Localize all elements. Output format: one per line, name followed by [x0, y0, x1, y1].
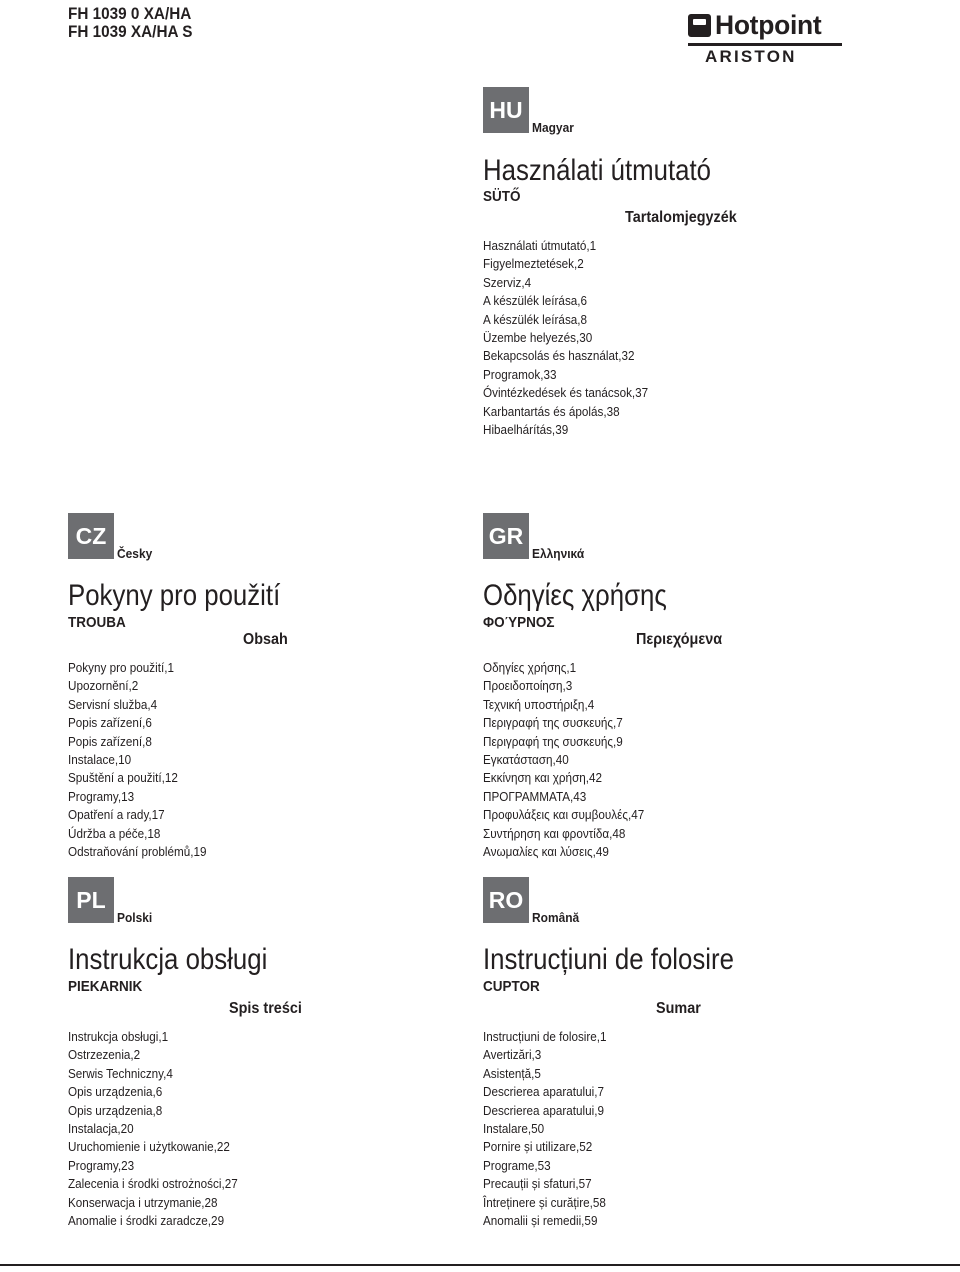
toc-item: Descrierea aparatului,9 — [483, 1102, 604, 1118]
section-subtitle: CUPTOR — [483, 978, 540, 995]
toc-item: Üzembe helyezés,30 — [483, 330, 593, 346]
table-of-contents — [483, 1028, 620, 1230]
model-numbers — [68, 5, 192, 41]
section-gr — [483, 513, 743, 873]
toc-item: ΠΡΟΓΡΑΜΜΑΤΑ,43 — [483, 788, 587, 804]
model-number-1: FH 1039 0 XA/HA — [68, 4, 192, 23]
toc-item: Karbantartás és ápolás,38 — [483, 403, 620, 419]
logo-brand: Hotpoint — [715, 10, 822, 40]
section-title: Instrucțiuni de folosire — [483, 943, 734, 976]
toc-item: A készülék leírása,6 — [483, 293, 588, 309]
toc-item: Asistență,5 — [483, 1065, 541, 1081]
toc-item: Figyelmeztetések,2 — [483, 256, 584, 272]
toc-item: Εγκατάσταση,40 — [483, 752, 569, 768]
language-code-badge: CZ — [68, 513, 114, 559]
section-title: Instrukcja obsługi — [68, 943, 268, 976]
language-name: Ελληνικά — [532, 546, 585, 561]
toc-item: Programy,13 — [68, 788, 135, 804]
toc-item: Περιγραφή της συσκευής,9 — [483, 733, 623, 749]
toc-item: Odstraňování problémů,19 — [68, 844, 207, 860]
language-name: Magyar — [532, 120, 574, 135]
toc-item: Popis zařízení,8 — [68, 733, 152, 749]
toc-item: Hibaelhárítás,39 — [483, 422, 569, 438]
toc-item: Servisní služba,4 — [68, 696, 158, 712]
toc-item: Használati útmutató,1 — [483, 238, 597, 253]
toc-item: Opis urządzenia,8 — [68, 1102, 163, 1118]
toc-item: Popis zařízení,6 — [68, 715, 152, 731]
contents-heading: Περιεχόμενα — [636, 631, 723, 648]
language-code-badge: GR — [483, 513, 529, 559]
toc-item: Spuštění a použití,12 — [68, 770, 178, 786]
language-name: Česky — [117, 546, 153, 561]
toc-item: Szerviz,4 — [483, 274, 532, 290]
contents-heading: Tartalomjegyzék — [625, 209, 737, 226]
hotpoint-ariston-logo — [688, 10, 842, 64]
toc-item: Avertizări,3 — [483, 1047, 542, 1063]
toc-item: Instalacja,20 — [68, 1121, 134, 1137]
toc-item: Εκκίνηση και χρήση,42 — [483, 770, 603, 786]
section-title: Használati útmutató — [483, 154, 712, 187]
toc-item: Opis urządzenia,6 — [68, 1084, 163, 1100]
hotpoint-logo-icon — [688, 14, 711, 37]
toc-item: Ανωμαλίες και λύσεις,49 — [483, 844, 609, 860]
toc-item: Προφυλάξεις και συμβουλές,47 — [483, 807, 645, 823]
table-of-contents — [483, 659, 662, 861]
section-subtitle: PIEKARNIK — [68, 978, 143, 995]
language-name: Română — [532, 910, 580, 925]
toc-item: A készülék leírása,8 — [483, 311, 588, 327]
toc-item: Bekapcsolás és használat,32 — [483, 348, 635, 364]
logo-sub: ARISTON — [705, 47, 797, 66]
toc-item: Instrucțiuni de folosire,1 — [483, 1029, 607, 1044]
toc-item: Instalace,10 — [68, 752, 132, 768]
language-code-badge: HU — [483, 87, 529, 133]
toc-item: Descrierea aparatului,7 — [483, 1084, 604, 1100]
logo-rule — [688, 43, 842, 46]
language-code-badge: PL — [68, 877, 114, 923]
toc-item: Programok,33 — [483, 366, 557, 382]
toc-item: Pokyny pro použití,1 — [68, 660, 175, 675]
section-hu — [483, 87, 743, 447]
toc-item: Anomalii și remedii,59 — [483, 1213, 598, 1229]
toc-item: Óvintézkedések és tanácsok,37 — [483, 385, 649, 401]
toc-item: Konserwacja i utrzymanie,28 — [68, 1194, 218, 1210]
toc-item: Συντήρηση και φροντίδα,48 — [483, 825, 626, 841]
table-of-contents — [483, 237, 667, 439]
toc-item: Instrukcja obsługi,1 — [68, 1029, 169, 1044]
toc-item: Upozornění,2 — [68, 678, 139, 694]
toc-item: Precauții și sfaturi,57 — [483, 1176, 592, 1192]
toc-item: Programe,53 — [483, 1157, 551, 1173]
toc-item: Ostrzezenia,2 — [68, 1047, 141, 1063]
toc-item: Údržba a péče,18 — [68, 825, 161, 841]
toc-item: Uruchomienie i użytkowanie,22 — [68, 1139, 230, 1155]
section-cz — [68, 513, 308, 873]
section-title: Οδηγίες χρήσης — [483, 579, 667, 612]
toc-item: Serwis Techniczny,4 — [68, 1065, 173, 1081]
toc-item: Instalare,50 — [483, 1121, 545, 1137]
section-subtitle: ΦΟΎΡΝΟΣ — [483, 614, 555, 631]
section-ro — [483, 877, 743, 1237]
model-number-2: FH 1039 XA/HA S — [68, 22, 193, 41]
toc-item: Περιγραφή της συσκευής,7 — [483, 715, 623, 731]
contents-heading: Spis treści — [229, 1000, 302, 1017]
toc-item: Anomalie i środki zaradcze,29 — [68, 1213, 225, 1229]
toc-item: Pornire și utilizare,52 — [483, 1139, 593, 1155]
toc-item: Οδηγίες χρήσης,1 — [483, 660, 577, 675]
language-name: Polski — [117, 910, 153, 925]
section-subtitle: SÜTŐ — [483, 188, 521, 205]
toc-item: Τεχνική υποστήριξη,4 — [483, 696, 595, 712]
toc-item: Întreținere și curățire,58 — [483, 1194, 606, 1210]
toc-item: Opatření a rady,17 — [68, 807, 165, 823]
toc-item: Προειδοποίηση,3 — [483, 678, 573, 694]
contents-heading: Sumar — [656, 1000, 701, 1017]
contents-heading: Obsah — [243, 631, 288, 648]
section-pl — [68, 877, 328, 1237]
table-of-contents — [68, 659, 222, 861]
language-code-badge: RO — [483, 877, 529, 923]
bottom-divider — [0, 1264, 960, 1266]
section-title: Pokyny pro použití — [68, 579, 281, 612]
table-of-contents — [68, 1028, 257, 1230]
toc-item: Programy,23 — [68, 1157, 135, 1173]
toc-item: Zalecenia i środki ostrożności,27 — [68, 1176, 238, 1192]
section-subtitle: TROUBA — [68, 614, 126, 631]
